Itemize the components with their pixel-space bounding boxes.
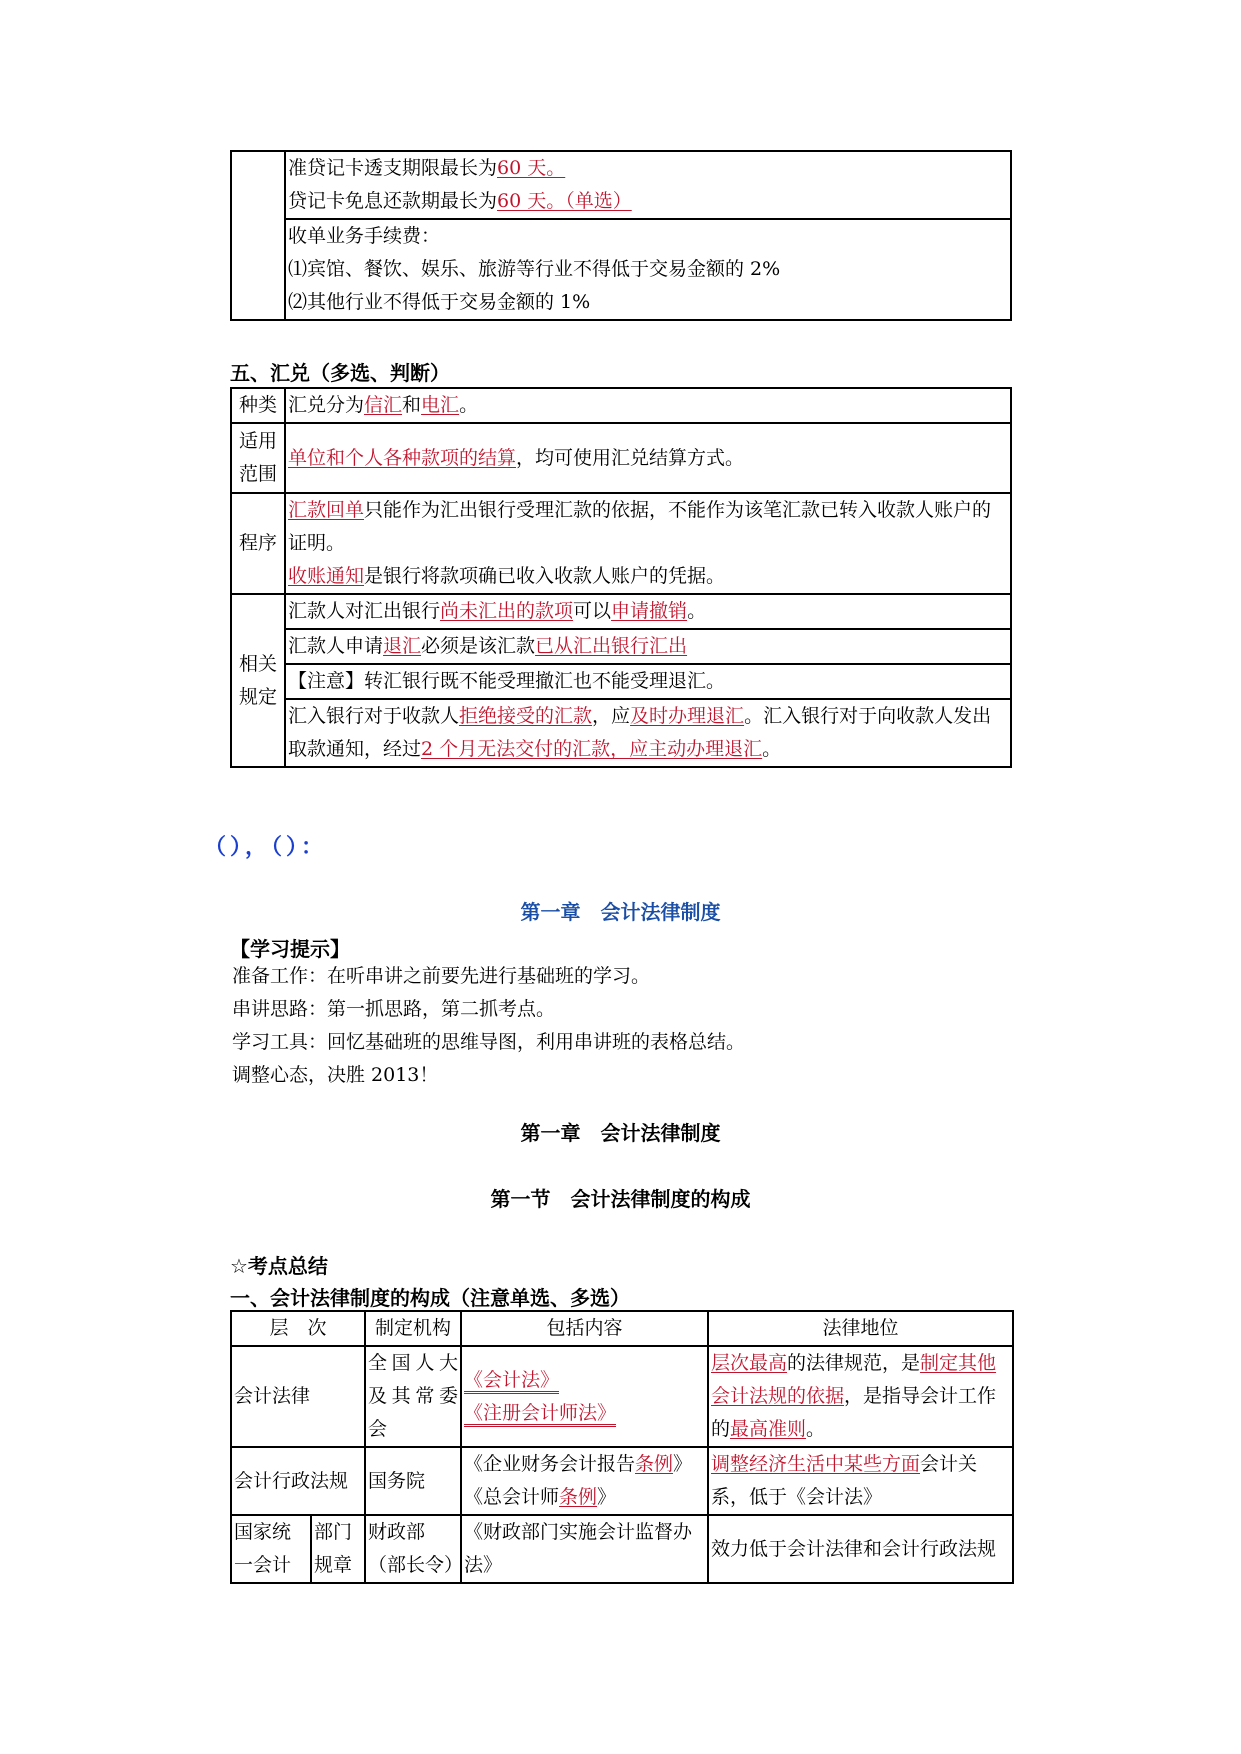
- rules-label: 相关规定: [231, 594, 285, 767]
- proc-cell: 汇款回单只能作为汇出银行受理汇款的依据，不能作为该笔汇款已转入收款人账户的证明。 收账通知是银行将款项确已收入收款人账户的凭据。: [285, 493, 1011, 594]
- dept-sub-text: 部门规章: [314, 1521, 353, 1576]
- dept-status-cell: 效力低于会计法律和会计行政法规: [708, 1515, 1013, 1583]
- rule3-cell: 【注意】转汇银行既不能受理撤汇也不能受理退汇。: [285, 664, 1011, 699]
- remittance-table: [230, 387, 1012, 768]
- tips-item: 调整心态，决胜 2013！: [232, 1064, 439, 1086]
- header-level: 层 次: [231, 1311, 365, 1346]
- dept-body-cell: 财政部（部长令）: [365, 1515, 461, 1583]
- rule4-cell: 汇入银行对于收款人拒绝接受的汇款，应及时办理退汇。汇入银行对于向收款人发出取款通知，经过2 个月无法交付的汇款，应主动办理退汇。: [285, 699, 1011, 767]
- admin-content-cell: 《企业财务会计报告条例》 《总会计师条例》: [461, 1447, 708, 1515]
- header-status: 法律地位: [708, 1311, 1013, 1346]
- chapter-title: 第一章 会计法律制度: [520, 1121, 721, 1145]
- blue-bracket-mark: （），（）：: [204, 835, 328, 860]
- summary-title: ☆考点总结: [230, 1254, 328, 1278]
- admin-body-cell: 国务院: [365, 1447, 461, 1515]
- dept-level-cell: [231, 1515, 365, 1583]
- type-cell: 汇兑分为信汇和电汇。: [285, 388, 1011, 423]
- tips-title: 【学习提示】: [230, 937, 350, 961]
- rule2-cell: 汇款人申请退汇必须是该汇款已从汇出银行汇出: [285, 629, 1011, 664]
- law-status-cell: 层次最高的法律规范，是制定其他会计法规的依据，是指导会计工作的最高准则。: [708, 1346, 1013, 1447]
- admin-level-cell: 会计行政法规: [231, 1447, 365, 1515]
- dept-level-text: 国家统一会计: [232, 1516, 312, 1582]
- law-body-cell: 全国人大及其常委会: [365, 1346, 461, 1447]
- scope-cell: 单位和个人各种款项的结算，均可使用汇兑结算方式。: [285, 423, 1011, 493]
- law-level-cell: 会计法律: [231, 1346, 365, 1447]
- blank-label-cell: [231, 151, 285, 320]
- part1-title: 一、会计法律制度的构成（注意单选、多选）: [230, 1286, 630, 1310]
- chapter-title-blue: 第一章 会计法律制度: [520, 900, 721, 924]
- header-body: 制定机构: [365, 1311, 461, 1346]
- law-content-cell: 《会计法》 《注册会计师法》: [461, 1346, 708, 1447]
- section5-title: 五、汇兑（多选、判断）: [230, 361, 450, 385]
- accounting-law-table: [230, 1310, 1014, 1584]
- tips-item: 准备工作：在听串讲之前要先进行基础班的学习。: [232, 965, 651, 987]
- section-title: 第一节 会计法律制度的构成: [490, 1187, 751, 1211]
- bank-card-table: [230, 150, 1012, 321]
- tips-list: [232, 960, 745, 1092]
- card-period-cell: 准贷记卡透支期限最长为60 天。 贷记卡免息还款期最长为60 天。（单选）: [285, 151, 1011, 219]
- tips-item: 串讲思路：第一抓思路，第二抓考点。: [232, 998, 556, 1020]
- type-label: 种类: [231, 388, 285, 423]
- proc-label: 程序: [231, 493, 285, 594]
- dept-content-cell: 《财政部门实施会计监督办法》: [461, 1515, 708, 1583]
- scope-label: 适用范围: [231, 423, 285, 493]
- admin-status-cell: 调整经济生活中某些方面会计关系，低于《会计法》: [708, 1447, 1013, 1515]
- rule1-cell: 汇款人对汇出银行尚未汇出的款项可以申请撤销。: [285, 594, 1011, 629]
- tips-item: 学习工具：回忆基础班的思维导图，利用串讲班的表格总结。: [232, 1031, 746, 1053]
- header-content: 包括内容: [461, 1311, 708, 1346]
- merchant-fee-cell: 收单业务手续费： ⑴宾馆、餐饮、娱乐、旅游等行业不得低于交易金额的 2% ⑵其他行业不得低于交易金额的 1%: [285, 219, 1011, 320]
